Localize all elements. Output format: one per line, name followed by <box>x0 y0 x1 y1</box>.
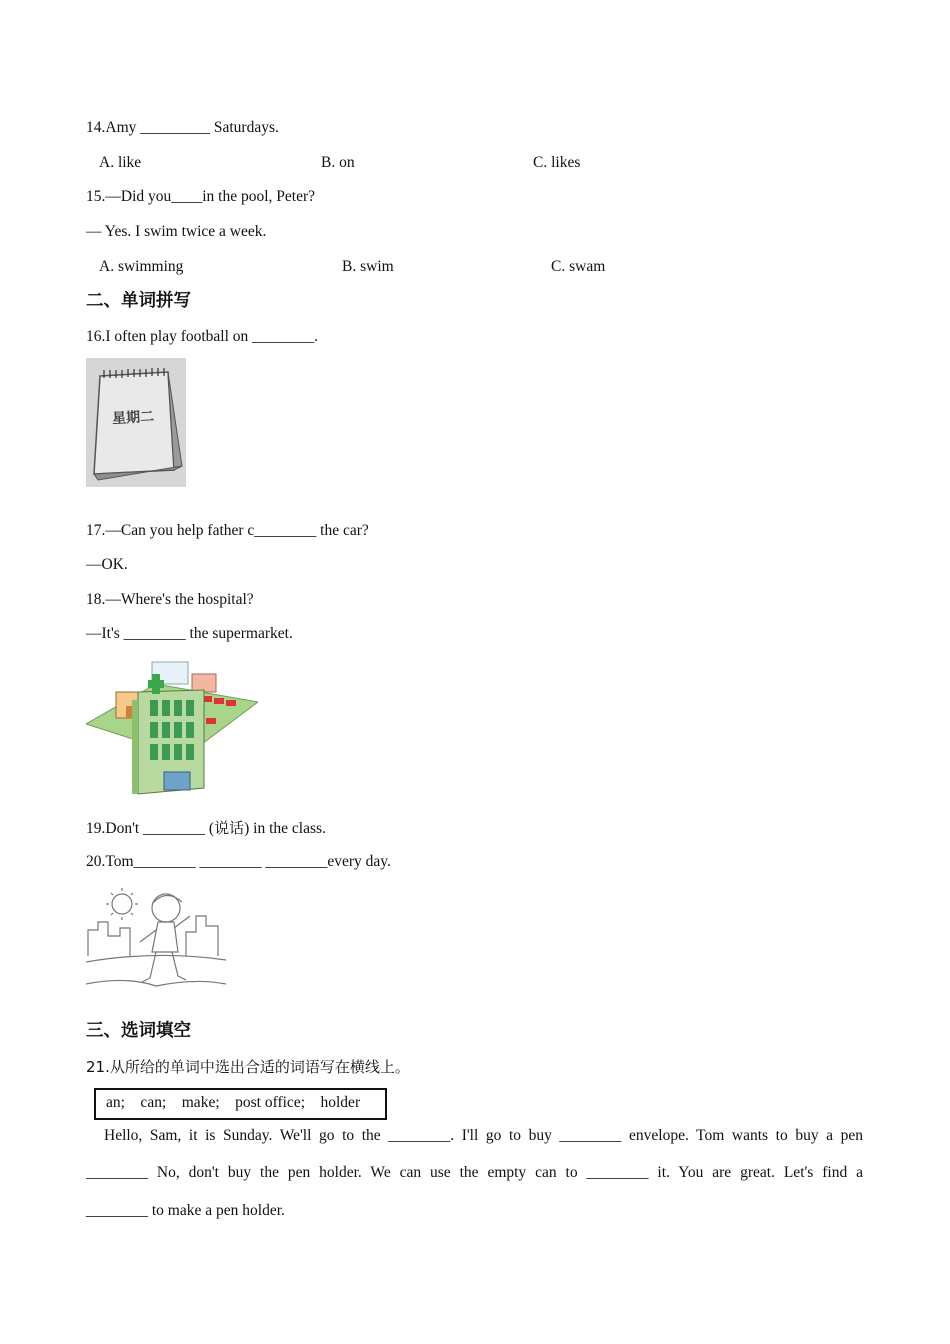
q17-stem: 17.—Can you help father c________ the car? <box>86 522 369 539</box>
calendar-image <box>86 358 186 487</box>
section-2-heading: 二、单词拼写 <box>86 291 191 311</box>
q20-stem: 20.Tom________ ________ ________every day. <box>86 853 391 870</box>
section-3-heading: 三、选词填空 <box>86 1021 191 1041</box>
q15-answer-line: — Yes. I swim twice a week. <box>86 223 267 240</box>
q14-stem: 14.Amy _________ Saturdays. <box>86 119 279 136</box>
q19-suffix: ) in the class. <box>244 820 326 837</box>
q21-passage-line-3: ________ to make a pen holder. <box>86 1202 285 1219</box>
q18-stem: 18.—Where's the hospital? <box>86 591 254 608</box>
q21-passage-line-2: ________ No, don't buy the pen holder. We can use the empty can to ________ it. You are great. Let's find a <box>86 1164 863 1181</box>
q14-option-a: A. like <box>99 154 142 171</box>
q15-option-b: B. swim <box>342 258 394 275</box>
q16-stem: 16.I often play football on ________. <box>86 328 319 345</box>
q17-reply: —OK. <box>86 556 128 573</box>
q21-word-list: an; can; make; post office; holder <box>106 1094 361 1111</box>
q15-option-c: C. swam <box>551 258 606 275</box>
hospital-image <box>86 656 258 798</box>
tom-running-image <box>86 886 226 994</box>
q19-stem <box>86 818 326 839</box>
q21-instruction: 21.从所给的单词中选出合适的词语写在横线上。 <box>86 1058 410 1076</box>
calendar-day-text: 星期二 <box>111 408 155 428</box>
q18-reply: —It's ________ the supermarket. <box>86 625 293 642</box>
q19-hint: 说话 <box>214 819 245 837</box>
q21-passage-line-1: Hello, Sam, it is Sunday. We'll go to the ________. I'll go to buy ________ envelope. Tom wants to buy a pen <box>104 1127 863 1144</box>
q14-option-b: B. on <box>321 154 355 171</box>
q15-option-a: A. swimming <box>99 258 184 275</box>
q21-word-box <box>94 1088 387 1120</box>
q14-option-c: C. likes <box>533 154 581 171</box>
q15-stem: 15.—Did you____in the pool, Peter? <box>86 188 316 205</box>
q19-prefix: 19.Don't ________ ( <box>86 820 215 837</box>
